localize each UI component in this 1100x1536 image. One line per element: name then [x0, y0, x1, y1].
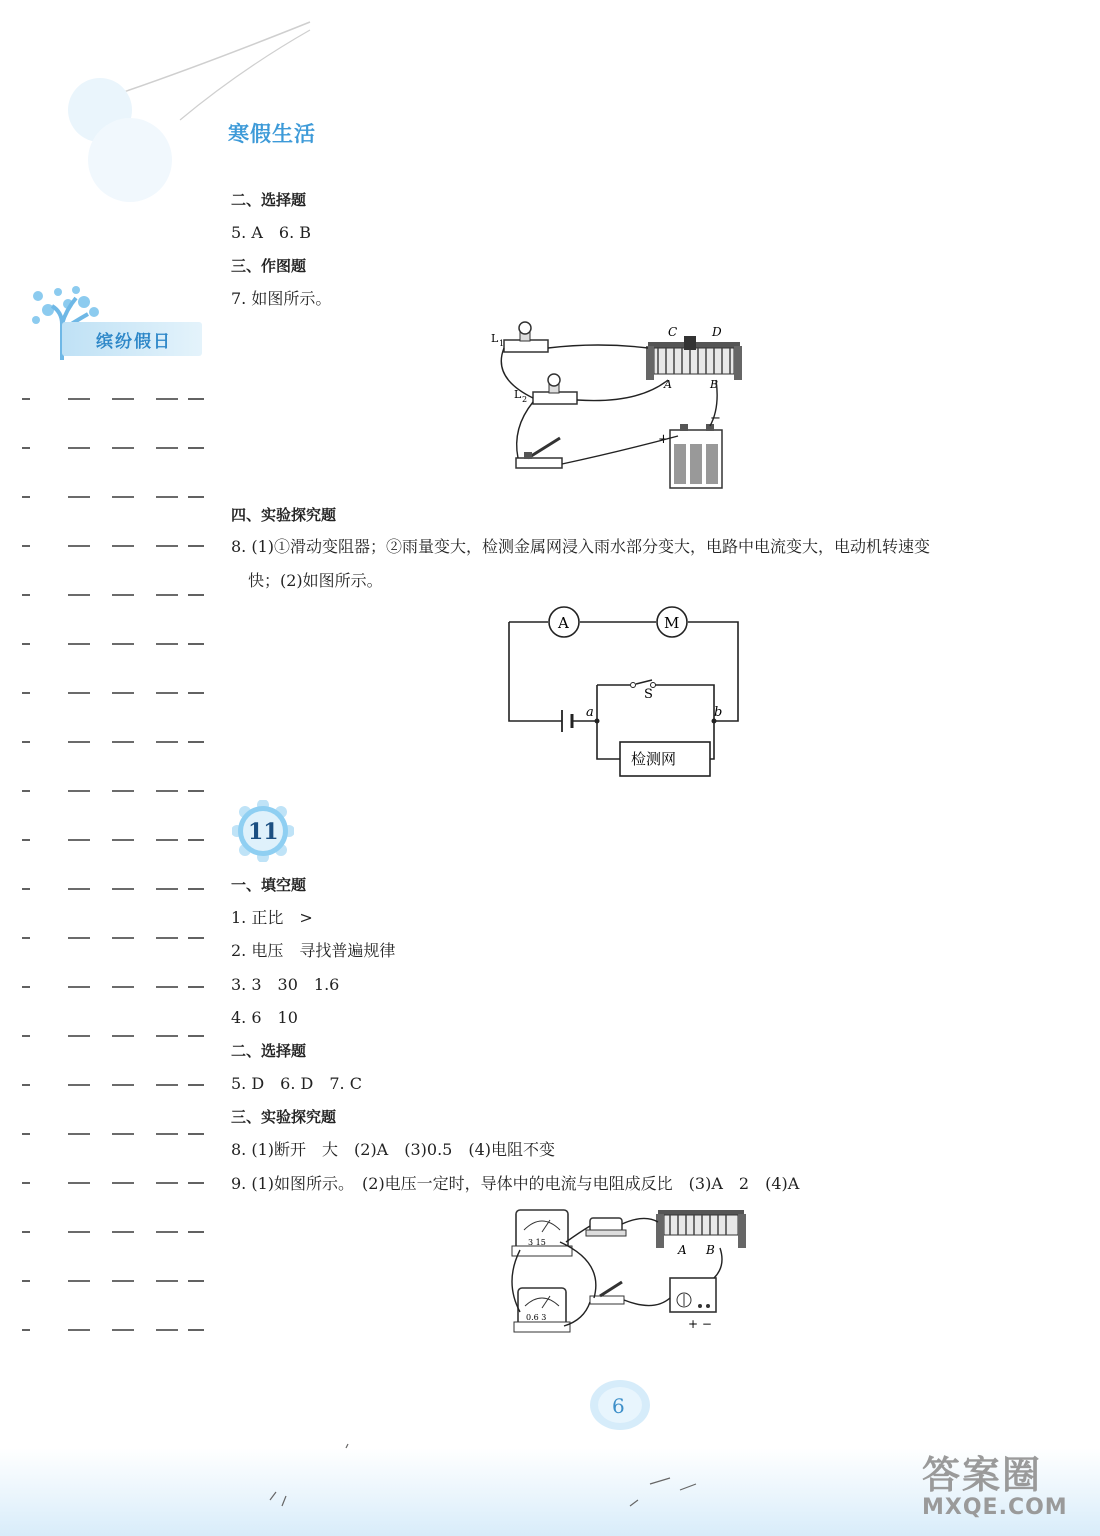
label-l1: L — [491, 332, 499, 345]
sidebar-dash-line — [20, 1219, 206, 1238]
sidebar-dash-line — [20, 729, 206, 748]
switch-icon — [516, 438, 562, 468]
heading-experiment-11: 三、实验探究题 — [231, 1108, 337, 1126]
sidebar-dash-line — [20, 827, 206, 846]
detection-net-label: 检测网 — [631, 750, 677, 768]
rheostat-icon-2 — [656, 1210, 746, 1248]
answer-11-8: 8. (1)断开 大 (2)A (3)0.5 (4)电阻不变 — [231, 1140, 556, 1159]
sidebar-dash-line — [20, 1170, 206, 1189]
watermark-top: 答案圈 — [922, 1453, 1043, 1497]
node-b-label: b — [714, 705, 723, 720]
voltmeter-scale: 3 15 — [528, 1238, 546, 1247]
sidebar-dash-line — [20, 1023, 206, 1042]
ammeter-label: A — [558, 614, 569, 632]
label-c: C — [668, 325, 678, 339]
answer-11-1: 1. 正比 > — [231, 908, 313, 927]
sidebar-dash-line — [20, 1317, 206, 1336]
sidebar-label-box — [62, 322, 202, 356]
answer-8-line2: 快；(2)如图所示。 — [248, 571, 383, 590]
section-11-number: 11 — [248, 819, 279, 845]
label-l2-sub: 2 — [522, 395, 528, 404]
label-plus: + — [658, 432, 669, 447]
label-l2: L — [514, 388, 522, 401]
sidebar-dash-line — [20, 925, 206, 944]
heading-choice-11: 二、选择题 — [231, 1042, 307, 1060]
motor-label: M — [664, 614, 680, 632]
heading-fill: 一、填空题 — [231, 876, 307, 894]
sidebar-dash-line — [20, 876, 206, 895]
figure-7-circuit — [488, 318, 758, 493]
page-number: 6 — [612, 1394, 625, 1418]
sidebar-dash-line — [20, 435, 206, 454]
answer-5-6: 5. A 6. B — [231, 223, 312, 242]
label-d: D — [712, 325, 722, 339]
answer-11-2: 2. 电压 寻找普遍规律 — [231, 941, 396, 960]
section-11-badge — [232, 800, 294, 862]
rheostat-icon — [646, 336, 742, 380]
label-l1-sub: 1 — [499, 339, 505, 348]
label-b: B — [710, 378, 719, 391]
sidebar-label: 缤纷假日 — [96, 332, 172, 352]
sidebar-dash-line — [20, 533, 206, 552]
sidebar-dash-line — [20, 974, 206, 993]
page-header-title: 寒假生活 — [228, 122, 316, 146]
switch-label: S — [644, 687, 653, 702]
rheostat-a-label: A — [678, 1243, 687, 1257]
answer-11-3: 3. 3 30 1.6 — [231, 975, 340, 994]
sidebar-dash-line — [20, 1121, 206, 1140]
sidebar-dash-line — [20, 582, 206, 601]
voltmeter-icon — [512, 1210, 572, 1256]
bulb-l2-icon — [533, 374, 577, 404]
sidebar-dash-line — [20, 1268, 206, 1287]
sidebar-dash-line — [20, 778, 206, 797]
answer-11-4: 4. 6 10 — [231, 1008, 298, 1027]
answer-11-5-7: 5. D 6. D 7. C — [231, 1074, 362, 1093]
heading-drawing: 三、作图题 — [231, 257, 307, 275]
ammeter-icon-2 — [514, 1288, 570, 1332]
bulb-l1-icon — [504, 322, 548, 352]
sidebar-dash-line — [20, 631, 206, 650]
label-minus: − — [710, 411, 721, 426]
label-a: A — [664, 378, 672, 391]
watermark — [922, 1444, 1068, 1520]
answer-8-line1: 8. (1)①滑动变阻器；②雨量变大，检测金属网浸入雨水部分变大，电路中电流变大，电动机转速变 — [231, 537, 931, 556]
power-supply-icon — [670, 1278, 716, 1312]
figure-8-schematic — [500, 600, 750, 785]
battery-icon — [670, 424, 722, 488]
sidebar-dash-line — [20, 484, 206, 503]
ammeter-scale: 0.6 3 — [526, 1313, 547, 1322]
page-number-badge — [588, 1378, 652, 1432]
header-decoration — [40, 10, 340, 210]
footer-decoration — [250, 1440, 710, 1520]
node-a-label: a — [586, 705, 594, 720]
heading-choice: 二、选择题 — [231, 191, 307, 209]
figure-9-circuit — [504, 1202, 756, 1348]
answer-7: 7. 如图所示。 — [231, 289, 332, 308]
answer-11-9: 9. (1)如图所示。 (2)电压一定时，导体中的电流与电阻成反比 (3)A 2 (4)A — [231, 1174, 800, 1193]
rheostat-b-label: B — [706, 1243, 715, 1257]
heading-experiment: 四、实验探究题 — [231, 506, 337, 524]
sidebar-dash-line — [20, 1072, 206, 1091]
watermark-bottom: MXQE.COM — [922, 1495, 1068, 1520]
power-polarity: + − — [688, 1317, 712, 1331]
sidebar-dash-line — [20, 680, 206, 699]
sidebar-dash-line — [20, 386, 206, 405]
resistor-icon — [586, 1218, 626, 1236]
